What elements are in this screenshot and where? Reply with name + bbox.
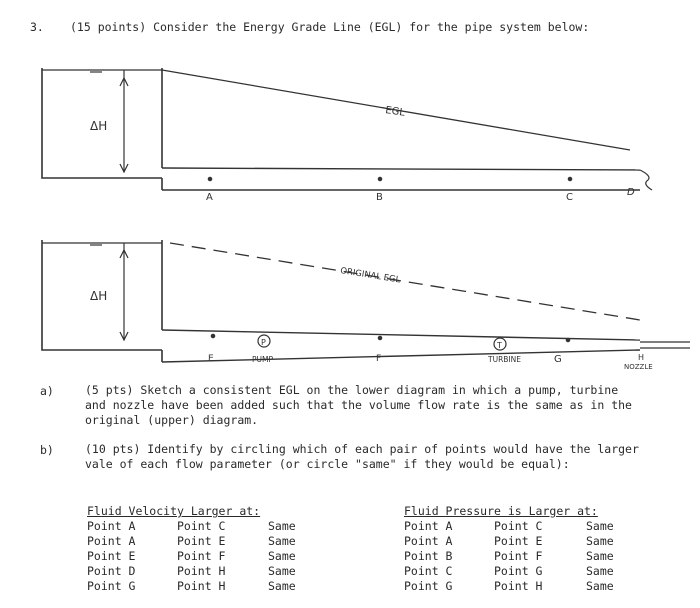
velocity-option-same[interactable]: Same	[268, 534, 296, 548]
point-a-label: A	[206, 192, 213, 203]
velocity-table-header: Fluid Velocity Larger at:	[87, 504, 261, 518]
point-g-label: G	[554, 354, 562, 365]
part-a-label: a)	[40, 384, 54, 398]
velocity-option[interactable]: Point H	[177, 579, 226, 593]
pressure-option-same[interactable]: Same	[586, 519, 614, 533]
upper-pipe-top	[162, 168, 640, 170]
velocity-option[interactable]: Point E	[177, 534, 226, 548]
pressure-option[interactable]: Point A	[404, 534, 453, 548]
velocity-option[interactable]: Point A	[87, 519, 136, 533]
part-a-text: (5 pts) Sketch a consistent EGL on the lower diagram in which a pump, turbine and nozzle have been added such that the volume flow rate is the same as in the original (upper) diagram.	[85, 383, 632, 427]
velocity-col-1	[87, 519, 135, 594]
upper-egl-label: EGL	[384, 105, 406, 119]
pressure-option[interactable]: Point F	[494, 549, 543, 563]
pressure-option[interactable]: Point H	[494, 579, 543, 593]
question-number: 3.	[30, 20, 44, 34]
lower-delta-h: ΔH	[90, 289, 108, 303]
point-b-label: B	[376, 192, 383, 203]
upper-diagram	[42, 68, 652, 190]
velocity-option[interactable]: Point A	[87, 534, 136, 548]
pressure-option[interactable]: Point B	[404, 549, 453, 563]
pressure-option[interactable]: Point A	[404, 519, 453, 533]
velocity-option[interactable]: Point G	[87, 579, 136, 593]
velocity-col-3	[268, 519, 296, 594]
velocity-table	[87, 504, 317, 519]
velocity-option[interactable]: Point F	[177, 549, 226, 563]
original-egl-line	[170, 243, 640, 320]
lower-pipe-bottom	[162, 350, 640, 362]
velocity-option-same[interactable]: Same	[268, 549, 296, 563]
pressure-option[interactable]: Point G	[404, 579, 453, 593]
velocity-option-same[interactable]: Same	[268, 519, 296, 533]
pressure-option-same[interactable]: Same	[586, 564, 614, 578]
pressure-option[interactable]: Point C	[494, 519, 543, 533]
turbine-label: TURBINE	[488, 355, 521, 364]
point-c-label: C	[566, 192, 573, 203]
pressure-option-same[interactable]: Same	[586, 549, 614, 563]
part-b-text: (10 pts) Identify by circling which of each pair of points would have the larger vale of each flow parameter (or circle "same" if they would be equal):	[85, 442, 639, 471]
pressure-option-same[interactable]: Same	[586, 534, 614, 548]
pressure-table-header: Fluid Pressure is Larger at:	[404, 504, 598, 518]
point-f-label: F	[376, 354, 382, 364]
point-d-label: D	[627, 187, 635, 198]
velocity-col-2	[177, 519, 225, 594]
velocity-option[interactable]: Point C	[177, 519, 226, 533]
part-b-label: b)	[40, 443, 54, 457]
velocity-option[interactable]: Point D	[87, 564, 136, 578]
pressure-option[interactable]: Point C	[404, 564, 453, 578]
velocity-option[interactable]: Point E	[87, 549, 136, 563]
velocity-option-same[interactable]: Same	[268, 564, 296, 578]
lower-diagram	[42, 240, 690, 362]
velocity-option-same[interactable]: Same	[268, 579, 296, 593]
pressure-option[interactable]: Point G	[494, 564, 543, 578]
pressure-col-2	[494, 519, 542, 594]
velocity-option[interactable]: Point H	[177, 564, 226, 578]
turbine-symbol: T	[497, 341, 502, 350]
pressure-option[interactable]: Point E	[494, 534, 543, 548]
pressure-option-same[interactable]: Same	[586, 579, 614, 593]
nozzle-label: NOZZLE	[624, 363, 653, 371]
upper-delta-h: ΔH	[90, 119, 108, 133]
pressure-table	[404, 504, 634, 519]
question-prompt: (15 points) Consider the Energy Grade Line (EGL) for the pipe system below:	[70, 20, 590, 34]
pump-symbol: P	[261, 338, 266, 347]
pressure-col-3	[586, 519, 614, 594]
original-egl-label: ORIGINAL EGL	[339, 266, 401, 286]
pressure-col-1	[404, 519, 452, 594]
pump-label: PUMP	[252, 355, 274, 364]
point-h-label: H	[638, 353, 645, 362]
point-e-label: E	[208, 354, 214, 364]
